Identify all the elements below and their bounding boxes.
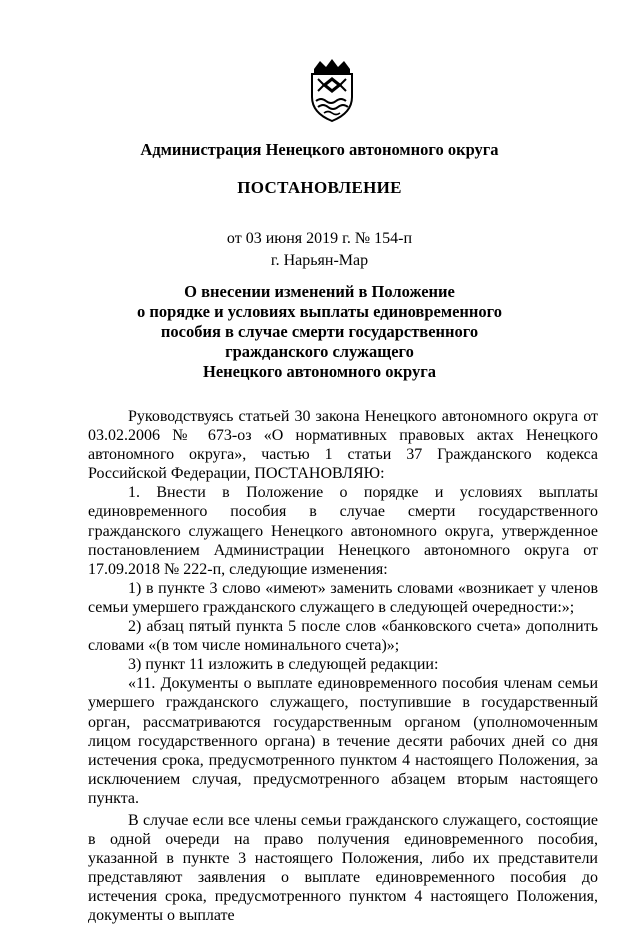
paragraph-subitem-2: 2) абзац пятый пункта 5 после слов «банковского счета» дополнить словами «(в том числе номинального счета)»; — [88, 618, 598, 655]
date-number: от 03 июня 2019 г. № 154-п — [226, 230, 413, 247]
document-title — [0, 282, 639, 382]
title-line: О внесении изменений в Положение — [184, 282, 455, 301]
nenets-coat-of-arms-icon — [304, 55, 360, 125]
paragraph-preamble: Руководствуясь статьей 30 закона Ненецкого автономного округа от 03.02.2006 № 673-оз «О нормативных правовых актах Ненецкого автономного округа», частью 1 статьи 37 Гражданского кодекса Российской Федерации, ПОСТАНОВЛЯЮ: — [88, 408, 598, 483]
organization-name: Администрация Ненецкого автономного округа — [140, 140, 499, 159]
title-line: гражданского служащего — [225, 342, 414, 361]
title-line: пособия в случае смерти государственного — [160, 322, 479, 341]
paragraph-point-11-second: В случае если все члены семьи гражданского служащего, состоящие в одной очереди на право получения единовременного пособия, указанной в пункте 3 настоящего Положения, либо их представители представляют заявления о выплате единовременного пособия до истечения срока, предусмотренного пунктом 4 настоящего Положения, документы о выплате — [88, 811, 598, 925]
title-line: о порядке и условиях выплаты единовременного — [136, 302, 502, 321]
title-line: Ненецкого автономного округа — [203, 362, 436, 381]
document-type: ПОСТАНОВЛЕНИЕ — [237, 178, 402, 197]
document-body — [88, 407, 598, 926]
paragraph-point-11: «11. Документы о выплате единовременного пособия членам семьи умершего гражданского служащего, поступившие в государственный орган, рассматриваются государственным органом (уполномоченным лицом государственного органа) в течение десяти рабочих дней со дня истечения срока, предусмотренного пунктом 4 настоящего Положения, за исключением случая, предусмотренного абзацем вторым настоящего пункта. — [88, 675, 598, 807]
paragraph-item-1: 1. Внести в Положение о порядке и условиях выплаты единовременного пособия в случае смерти государственного гражданского служащего Ненецкого автономного округа, утвержденное постановлением Администрации Ненецкого автономного округа от 17.09.2018 № 222-п, следующие изменения: — [88, 484, 598, 578]
city: г. Нарьян-Мар — [270, 252, 369, 269]
paragraph-subitem-3: 3) пункт 11 изложить в следующей редакции: — [128, 656, 439, 674]
paragraph-subitem-1: 1) в пункте 3 слово «имеют» заменить словами «возникает у членов семьи умершего гражданского служащего в следующей очередности:»; — [88, 579, 598, 616]
document-meta — [0, 228, 639, 272]
